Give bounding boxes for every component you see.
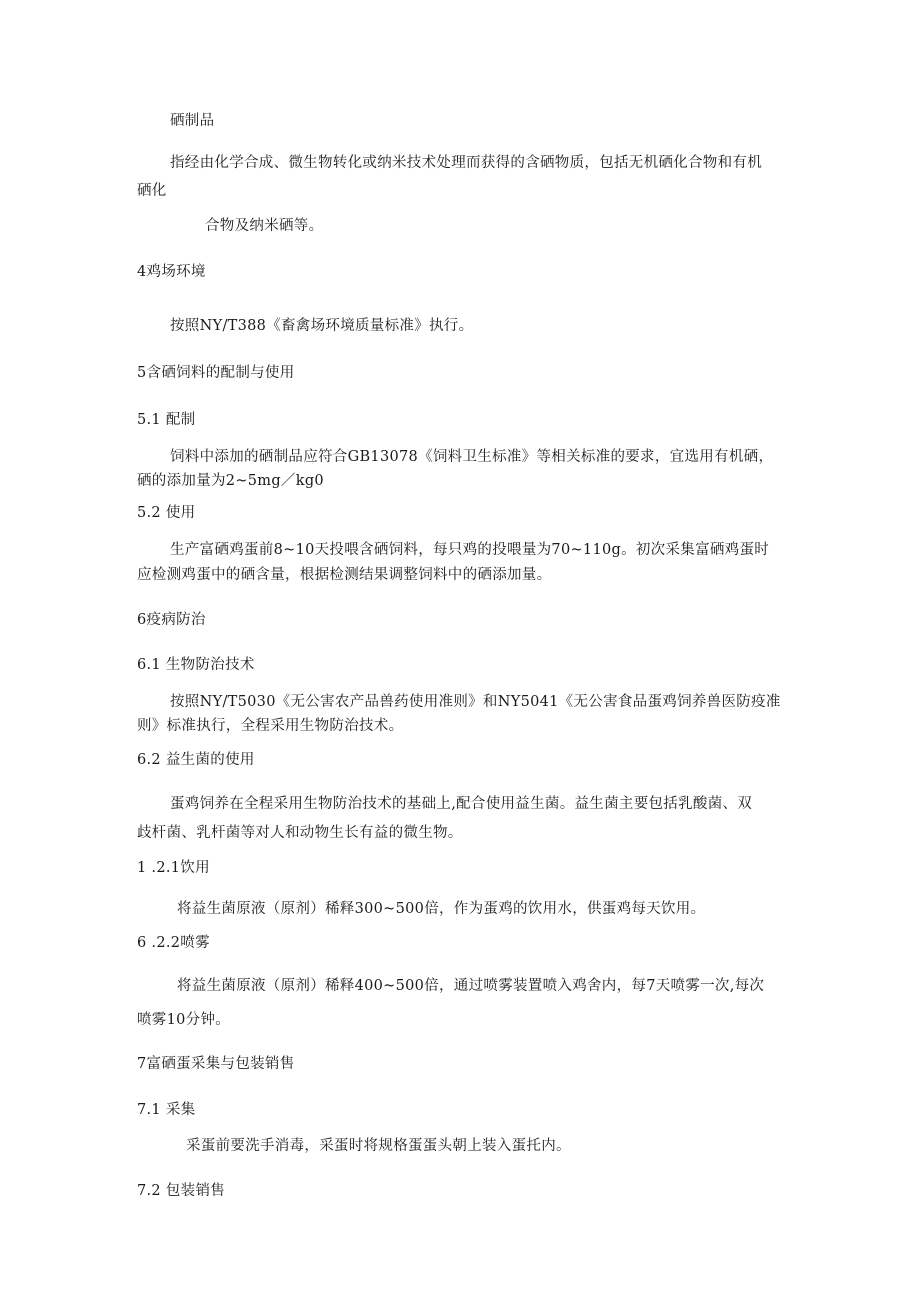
subsection-heading: 5.2 使用 [137,505,196,521]
definition-text: 硒化 [137,183,167,199]
term-heading-selenium-product: 硒制品 [170,113,215,129]
subsection-heading: 6.1 生物防治技术 [137,657,255,673]
body-paragraph: 生产富硒鸡蛋前8~10天投喂含硒饲料，每只鸡的投喂量为70~110g。初次采集富硒鸡蛋时 [170,542,770,558]
section-heading-feed: 5含硒饲料的配制与使用 [137,365,295,381]
subsection-heading: 6.2 益生菌的使用 [137,752,255,768]
section-heading-disease-control: 6疫病防治 [137,612,206,628]
body-paragraph: 将益生菌原液（原剂）稀释300~500倍，作为蛋鸡的饮用水，供蛋鸡每天饮用。 [177,901,706,917]
body-paragraph: 歧杆菌、乳杆菌等对人和动物生长有益的微生物。 [137,825,463,841]
subsubsection-heading: 6 .2.2喷雾 [137,935,210,951]
definition-text: 指经由化学合成、微生物转化或纳米技术处理而获得的含硒物质，包括无机硒化合物和有机 [170,155,762,171]
section-heading-farm-environment: 4鸡场环境 [137,264,206,280]
body-paragraph: 按照NY/T5030《无公害农产品兽药使用准则》和NY5041《无公害食品蛋鸡饲养兽医防疫准 [170,694,781,710]
body-paragraph: 喷雾10分钟。 [137,1012,231,1028]
body-paragraph: 蛋鸡饲养在全程采用生物防治技术的基础上,配合使用益生菌。益生菌主要包括乳酸菌、双 [170,796,753,812]
section-heading-egg-collection: 7富硒蛋采集与包装销售 [137,1056,295,1072]
subsection-heading: 5.1 配制 [137,412,196,428]
body-paragraph: 饲料中添加的硒制品应符合GB13078《饲料卫生标准》等相关标准的要求，宜选用有机硒， [170,449,774,465]
subsubsection-heading: 1 .2.1饮用 [137,860,210,876]
body-paragraph: 采蛋前要洗手消毒，采蛋时将规格蛋蛋头朝上装入蛋托内。 [186,1138,571,1154]
body-paragraph: 则》标准执行，全程采用生物防治技术。 [137,718,404,734]
body-paragraph: 应检测鸡蛋中的硒含量，根据检测结果调整饲料中的硒添加量。 [137,567,552,583]
subsection-heading: 7.1 采集 [137,1102,196,1118]
definition-text: 合物及纳米硒等。 [205,218,324,234]
subsection-heading: 7.2 包装销售 [137,1183,226,1199]
body-paragraph: 按照NY/T388《畜禽场环境质量标准》执行。 [170,318,474,334]
body-paragraph: 将益生菌原液（原剂）稀释400~500倍，通过喷雾装置喷入鸡舍内，每7天喷雾一次,每次 [177,978,765,994]
body-paragraph: 硒的添加量为2~5mg／kg0 [137,473,324,489]
